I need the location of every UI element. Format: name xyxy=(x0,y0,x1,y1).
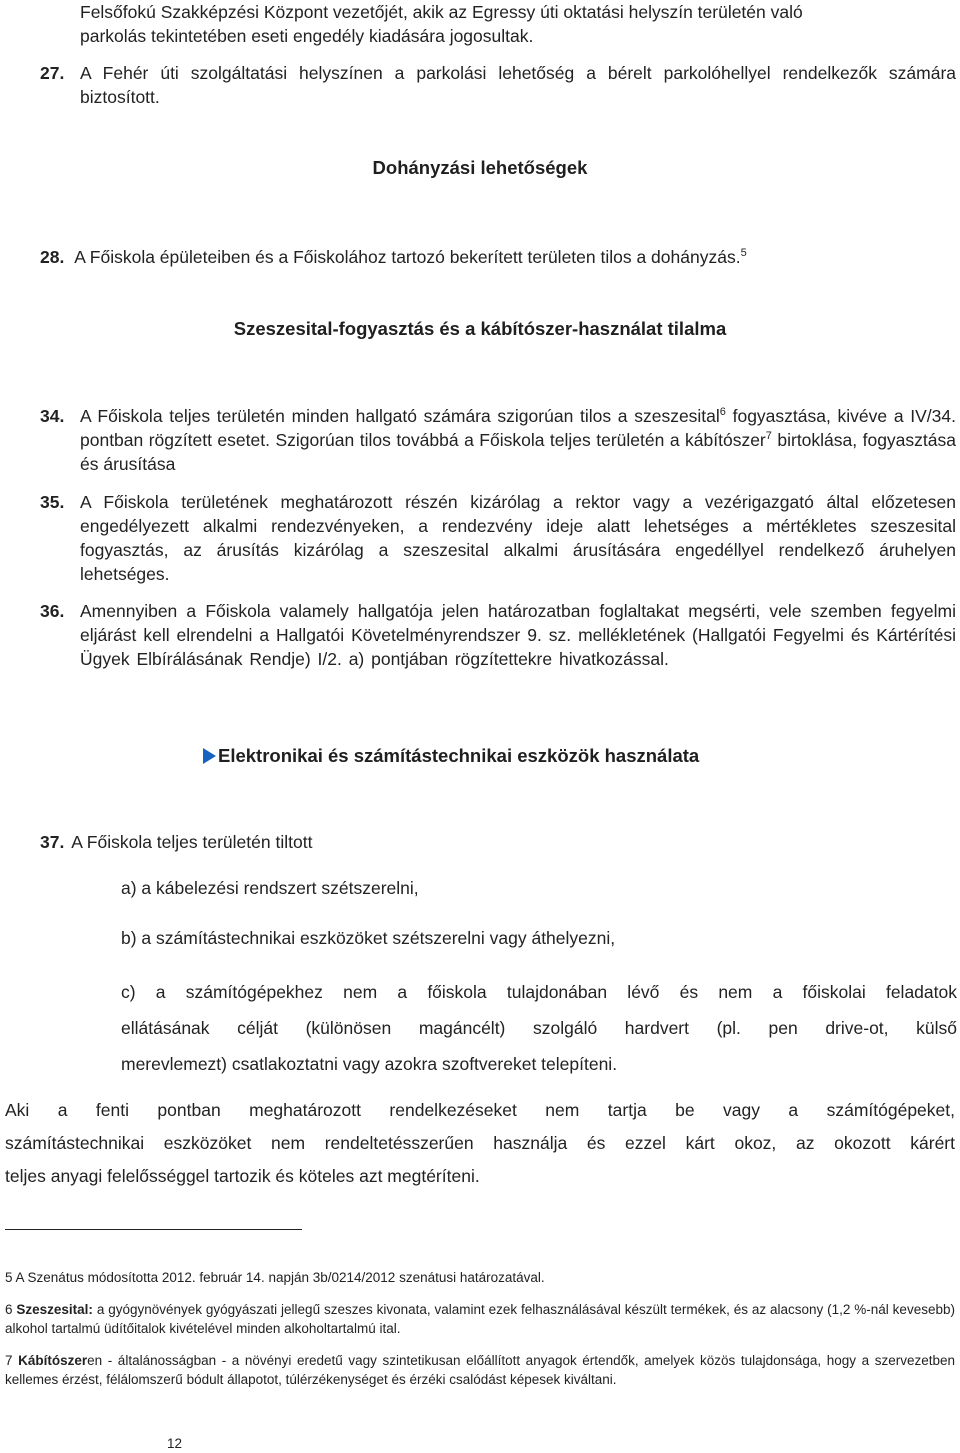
footnote-text: A Szenátus módosította 2012. február 14. napján 3b/0214/2012 szenátusi határozatával. xyxy=(15,1270,545,1285)
closing-line: számítástechnikai eszközöket nem rendeltetésszerűen használja és ezzel kárt okoz, az okozott kárért xyxy=(5,1133,955,1153)
paragraph-27 xyxy=(40,61,956,109)
footnote-number: 7 xyxy=(5,1353,13,1368)
list-item-line: ellátásának célját (különösen magáncélt) szolgáló hardvert (pl. pen drive-ot, külső xyxy=(121,1018,957,1038)
paragraph-34 xyxy=(40,404,956,476)
text-segment: birtoklása, fogyasztása és árusítása xyxy=(80,430,956,474)
footnote-number: 6 xyxy=(5,1302,13,1317)
paragraph-number: 34. xyxy=(40,406,65,426)
paragraph-number: 27. xyxy=(40,63,65,83)
footnote-6 xyxy=(5,1300,955,1338)
list-item xyxy=(121,974,957,1082)
page-number: 12 xyxy=(167,1436,183,1451)
closing-paragraph xyxy=(5,1094,955,1193)
paragraph-text: Amennyiben a Főiskola valamely hallgatója jelen határozatban foglaltakat megsérti, vele szemben fegyelmi eljárást kell elrendelni a Hallgatói Követelményrendszer 9. sz. mellékletének (Hallgatói Fegyelmi és Kártérítési Ügyek Elbírálásának Rendje) I/2. a) pontjában rögzítettekre hivatkozással. xyxy=(80,601,956,669)
footnote-ref[interactable]: 7 xyxy=(765,430,772,443)
paragraph-36 xyxy=(40,599,956,671)
list-item: a) a kábelezési rendszert szétszerelni, xyxy=(121,878,419,898)
paragraph-number: 36. xyxy=(40,601,65,621)
footnote-ref[interactable]: 5 xyxy=(740,247,747,260)
footnote-7 xyxy=(5,1351,955,1389)
paragraph-text xyxy=(80,404,956,476)
closing-line: Aki a fenti pontban meghatározott rendelkezéseket nem tartja be vagy a számítógépeket, xyxy=(5,1100,955,1120)
footnote-term: Kábítószer xyxy=(18,1353,88,1368)
intro-paragraph xyxy=(80,0,955,48)
section-heading: Szeszesital-fogyasztás és a kábítószer-használat tilalma xyxy=(233,318,727,339)
arrow-right-icon xyxy=(203,748,216,764)
footnote-5 xyxy=(5,1268,955,1287)
section-heading-text: Elektronikai és számítástechnikai eszközök használata xyxy=(218,745,700,766)
text-segment: fogyasztása, kivéve a IV/34. pontban rögzített esetet. Szigorúan tilos továbbá a Főiskola teljes területén a kábítószer xyxy=(80,406,956,450)
paragraph-number: 37. xyxy=(40,832,65,852)
paragraph-37 xyxy=(40,830,940,854)
paragraph-text: A Főiskola területének meghatározott részén kizárólag a rektor vagy a vezérigazgató által előzetesen engedélyezett alkalmi rendezvényeken, a rendezvény ideje alatt lehetséges a mértékletes szeszesital fogyasztás, az árusítás kizárólag a szeszesital alkalmi árusítására engedéllyel rendelkező áruhelyen lehetséges. xyxy=(80,492,956,584)
intro-line: Felsőfokú Szakképzési Központ vezetőjét, akik az Egressy úti oktatási helyszín területén való xyxy=(80,2,803,22)
paragraph-text: A Fehér úti szolgáltatási helyszínen a parkolási lehetőség a bérelt parkolóhellyel rendelkezők számára biztosított. xyxy=(80,63,956,107)
list-item-line: c) a számítógépekhez nem a főiskola tulajdonában lévő és nem a főiskolai feladatok xyxy=(121,982,957,1002)
footnote-ref[interactable]: 6 xyxy=(719,406,726,419)
footnote-text: en - általánosságban - a növényi eredetű vagy szintetikusan előállított anyagok értendők, amelyek közös tulajdonsága, hogy a szervezetben kellemes érzést, félálomszerű bódult állapotot, túlérzékenységet és érzéki csalódást képesek kiváltani. xyxy=(5,1353,955,1387)
text-segment: A Főiskola teljes területén minden hallgató számára szigorúan tilos a szeszesital xyxy=(80,406,720,426)
section-heading xyxy=(203,745,903,767)
closing-line: teljes anyagi felelősséggel tartozik és köteles azt megtéríteni. xyxy=(5,1166,480,1186)
paragraph-text: A Főiskola épületeiben és a Főiskolához tartozó bekerített területen tilos a dohányzás. xyxy=(74,247,741,267)
section-heading: Dohányzási lehetőségek xyxy=(372,157,588,178)
footnote-term: Szeszesital: xyxy=(16,1302,93,1317)
intro-line: parkolás tekintetében eseti engedély kiadására jogosultak. xyxy=(80,26,534,46)
paragraph-35 xyxy=(40,490,956,586)
footnote-separator xyxy=(5,1229,302,1230)
footnote-text: a gyógynövények gyógyászati jellegű szeszes kivonata, valamint ezek felhasználásával készült termékek, és az alacsony (1,2 %-nál kevesebb) alkohol tartalmú üdítőitalok kivételével minden alkoholtartalmú ital. xyxy=(5,1302,955,1336)
paragraph-number: 28. xyxy=(40,247,65,267)
paragraph-number: 35. xyxy=(40,492,65,512)
footnote-number: 5 xyxy=(5,1270,13,1285)
paragraph-text: A Főiskola teljes területén tiltott xyxy=(71,832,313,852)
list-item-line: merevlemezt) csatlakoztatni vagy azokra szoftvereket telepíteni. xyxy=(121,1054,618,1074)
list-item: b) a számítástechnikai eszközöket szétszerelni vagy áthelyezni, xyxy=(121,928,616,948)
paragraph-28 xyxy=(40,245,956,269)
